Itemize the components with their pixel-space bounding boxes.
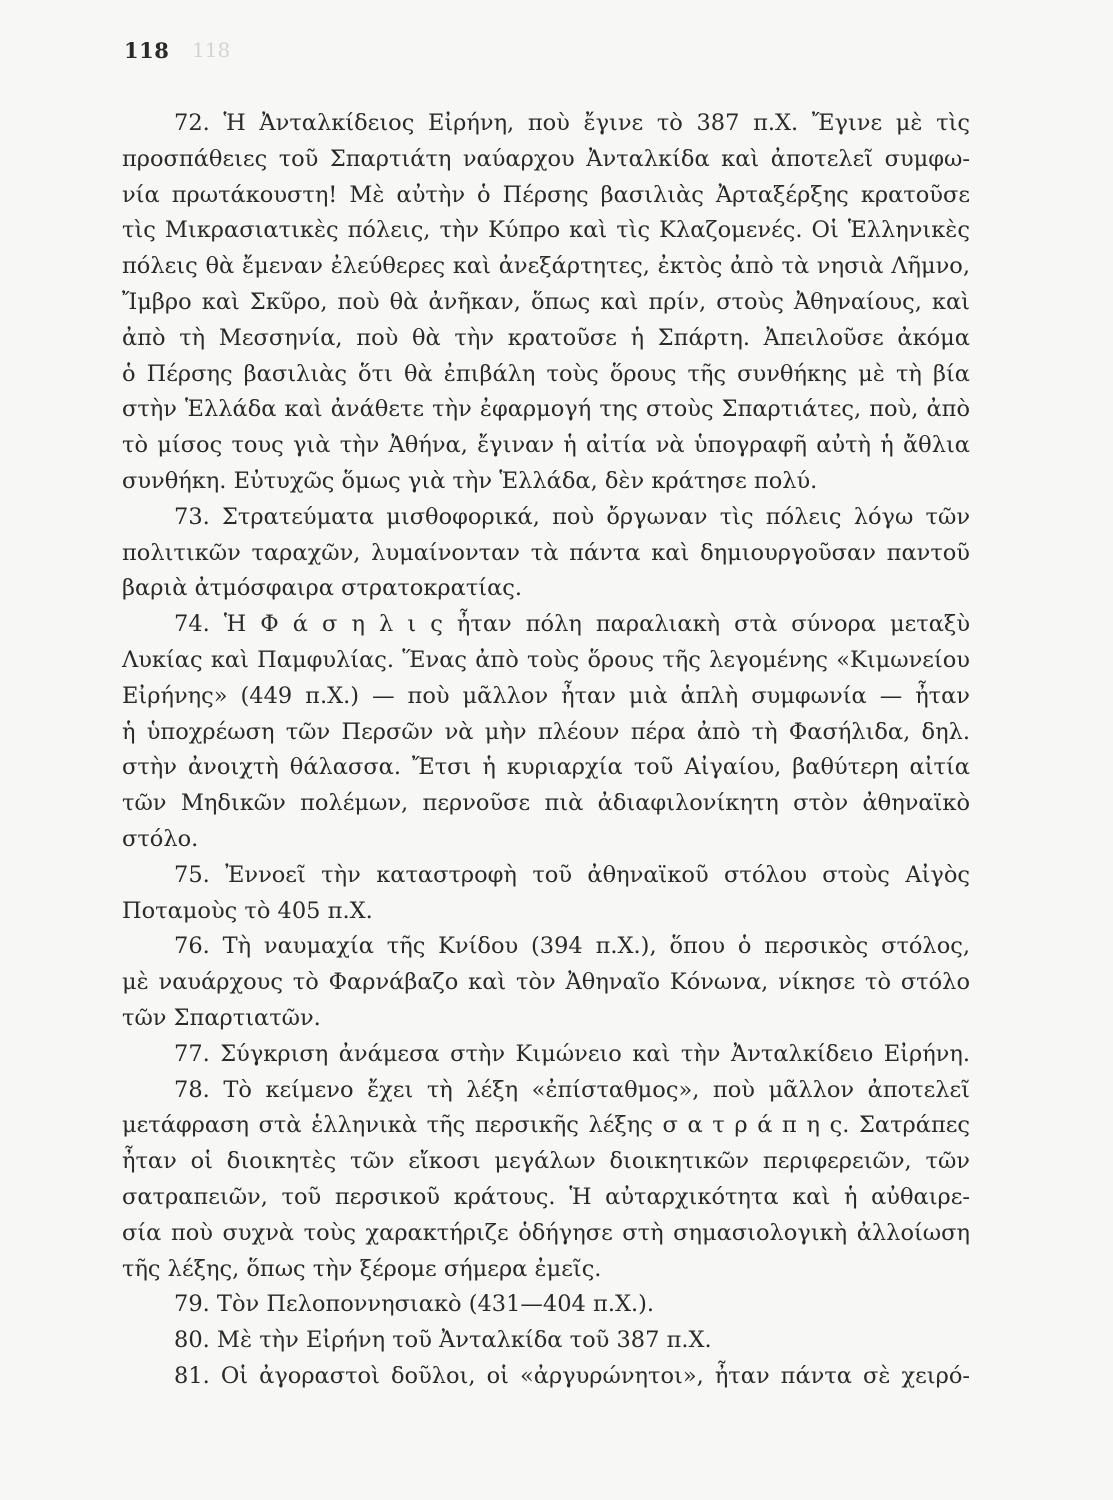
text-line: τὸ μίσος τους γιὰ τὴν Ἀθήνα, ἔγιναν ἡ αἰτία νὰ ὑπογραφῆ αὐτὴ ἡ ἄθλια: [122, 432, 970, 459]
text-line: Ἴμβρο καὶ Σκῦρο, ποὺ θὰ ἀνῆκαν, ὅπως καὶ πρίν, στοὺς Ἀθηναίους, καὶ: [122, 288, 970, 315]
text-line: ἡ ὑποχρέωση τῶν Περσῶν νὰ μὴν πλέουν πέρα ἀπὸ τὴ Φασήλιδα, δηλ.: [122, 718, 970, 745]
text-line: 79. Τὸν Πελοποννησιακὸ (431—404 π.Χ.).: [174, 1291, 655, 1318]
text-line: προσπάθειες τοῦ Σπαρτιάτη ναύαρχου Ἀνταλκίδα καὶ ἀποτελεῖ συμφω-: [122, 145, 970, 172]
text-line: στὴν Ἑλλάδα καὶ ἀνάθετε τὴν ἐφαρμογή της στοὺς Σπαρτιάτες, ποὺ, ἀπὸ: [122, 396, 970, 423]
text-line: πόλεις θὰ ἔμεναν ἐλεύθερες καὶ ἀνεξάρτητες, ἐκτὸς ἀπὸ τὰ νησιὰ Λῆμνο,: [122, 253, 970, 280]
text-line: τὶς Μικρασιατικὲς πόλεις, τὴν Κύπρο καὶ τὶς Κλαζομενές. Οἱ Ἑλληνικὲς: [122, 217, 970, 244]
text-line: 73. Στρατεύματα μισθοφορικά, ποὺ ὄργωναν τὶς πόλεις λόγω τῶν: [174, 503, 970, 530]
text-line: σατραπειῶν, τοῦ περσικοῦ κράτους. Ἡ αὐταρχικότητα καὶ ἡ αὐθαιρε-: [122, 1183, 970, 1210]
text-line: νία πρωτάκουστη! Μὲ αὐτὴν ὁ Πέρσης βασιλιὰς Ἀρταξέρξης κρατοῦσε: [122, 181, 970, 208]
text-line: Λυκίας καὶ Παμφυλίας. Ἕνας ἀπὸ τοὺς ὅρους τῆς λεγομένης «Κιμωνείου: [122, 646, 970, 673]
text-line: πολιτικῶν ταραχῶν, λυμαίνονταν τὰ πάντα καὶ δημιουργοῦσαν παντοῦ: [122, 539, 970, 566]
text-line: 80. Μὲ τὴν Εἰρήνη τοῦ Ἀνταλκίδα τοῦ 387 π.Χ.: [174, 1327, 712, 1354]
text-line: 72. Ἡ Ἀνταλκίδειος Εἰρήνη, ποὺ ἔγινε τὸ 387 π.Χ. Ἔγινε μὲ τὶς: [174, 110, 970, 136]
notes-body: [122, 106, 970, 1395]
text-line: Ποταμοὺς τὸ 405 π.Χ.: [122, 897, 373, 924]
text-line: σία ποὺ συχνὰ τοὺς χαρακτήριζε ὁδήγησε στὴ σημασιολογικὴ ἀλλοίωση: [122, 1219, 970, 1246]
text-line: στόλο.: [122, 825, 199, 852]
text-line: ἦταν οἱ διοικητὲς τῶν εἴκοσι μεγάλων διοικητικῶν περιφερειῶν, τῶν: [122, 1148, 970, 1175]
text-line: τῶν Σπαρτιατῶν.: [122, 1004, 321, 1031]
text-line: τῆς λέξης, ὅπως τὴν ξέρομε σήμερα ἐμεῖς.: [122, 1255, 602, 1282]
text-line: βαριὰ ἀτμόσφαιρα στρατοκρατίας.: [122, 575, 523, 602]
text-line: συνθήκη. Εὐτυχῶς ὅμως γιὰ τὴν Ἑλλάδα, δὲν κράτησε πολύ.: [122, 467, 818, 494]
text-line: μὲ ναυάρχους τὸ Φαρνάβαζο καὶ τὸν Ἀθηναῖο Κόνωνα, νίκησε τὸ στόλο: [122, 969, 970, 996]
text-line: 78. Τὸ κείμενο ἔχει τὴ λέξη «ἐπίσταθμος», ποὺ μᾶλλον ἀποτελεῖ: [174, 1076, 970, 1103]
text-line: ἀπὸ τὴ Μεσσηνία, ποὺ θὰ τὴν κρατοῦσε ἡ Σπάρτη. Ἀπειλοῦσε ἀκόμα: [122, 324, 970, 351]
text-line: Εἰρήνης» (449 π.Χ.) — ποὺ μᾶλλον ἦταν μιὰ ἁπλὴ συμφωνία — ἦταν: [122, 682, 970, 709]
text-line: μετάφραση στὰ ἑλληνικὰ τῆς περσικῆς λέξης σ α τ ρ ά π η ς. Σατράπες: [122, 1112, 970, 1139]
show-through-page-number: 118: [192, 38, 231, 62]
text-line: 75. Ἐννοεῖ τὴν καταστροφὴ τοῦ ἀθηναϊκοῦ στόλου στοὺς Αἰγὸς: [174, 861, 970, 888]
text-line: 74. Ἡ Φ ά σ η λ ι ς ἦταν πόλη παραλιακὴ στὰ σύνορα μεταξὺ: [174, 611, 970, 638]
text-line: ὁ Πέρσης βασιλιὰς ὅτι θὰ ἐπιβάλη τοὺς ὅρους τῆς συνθήκης μὲ τὴ βία: [122, 360, 970, 387]
text-line: 81. Οἱ ἀγοραστοὶ δοῦλοι, οἱ «ἀργυρώνητοι», ἦταν πάντα σὲ χειρό-: [174, 1362, 970, 1389]
text-line: 77. Σύγκριση ἀνάμεσα στὴν Κιμώνειο καὶ τὴν Ἀνταλκίδειο Εἰρήνη.: [174, 1040, 970, 1067]
text-line: στὴν ἀνοιχτὴ θάλασσα. Ἔτσι ἡ κυριαρχία τοῦ Αἰγαίου, βαθύτερη αἰτία: [122, 754, 970, 781]
text-line: 76. Τὴ ναυμαχία τῆς Κνίδου (394 π.Χ.), ὅπου ὁ περσικὸς στόλος,: [174, 933, 970, 960]
text-line: τῶν Μηδικῶν πολέμων, περνοῦσε πιὰ ἀδιαφιλονίκητη στὸν ἀθηναϊκὸ: [122, 790, 970, 817]
page-number: 118: [124, 38, 170, 63]
